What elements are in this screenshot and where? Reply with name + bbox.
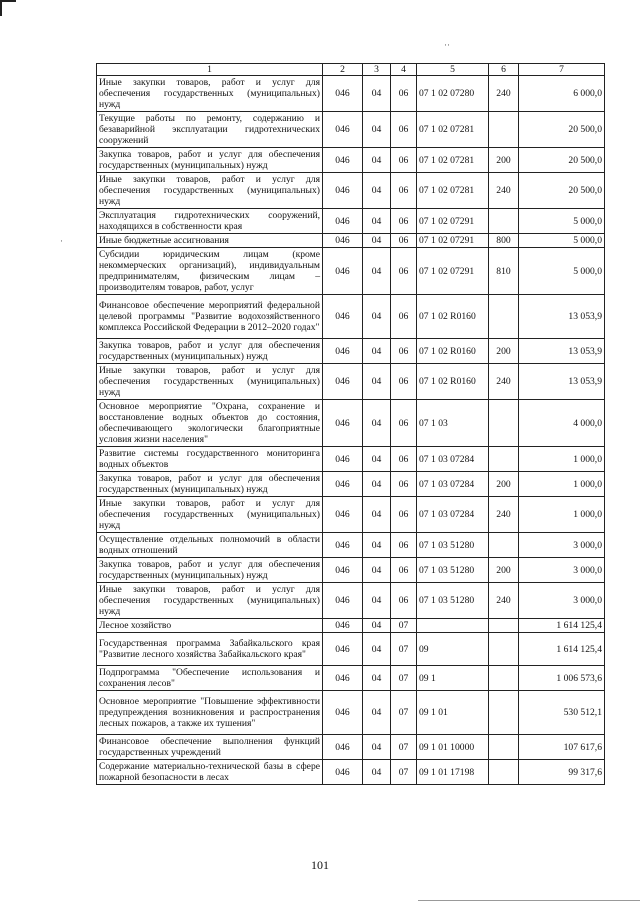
section-code-cell: 04 <box>363 558 391 583</box>
target-article-cell: 07 1 03 07284 <box>417 472 489 497</box>
target-article-cell: 07 1 02 R0160 <box>417 339 489 364</box>
row-name-cell: Иные закупки товаров, работ и услуг для обеспечения государственных (муниципальных) нужд <box>97 497 323 533</box>
expense-type-cell: 240 <box>489 583 519 619</box>
column-header: 6 <box>489 64 519 76</box>
subsection-code-cell: 06 <box>391 533 417 558</box>
section-code-cell: 04 <box>363 173 391 209</box>
amount-cell: 13 053,9 <box>519 339 605 364</box>
expense-type-cell: 240 <box>489 497 519 533</box>
row-name-cell: Иные закупки товаров, работ и услуг для обеспечения государственных (муниципальных) нужд <box>97 76 323 112</box>
subsection-code-cell: 07 <box>391 691 417 735</box>
amount-cell: 530 512,1 <box>519 691 605 735</box>
section-code-cell: 04 <box>363 400 391 447</box>
section-code-cell: 04 <box>363 76 391 112</box>
target-article-cell: 07 1 02 07281 <box>417 148 489 173</box>
amount-cell: 107 617,6 <box>519 735 605 760</box>
section-code-cell: 04 <box>363 295 391 339</box>
row-name-cell: Основное мероприятие "Охрана, сохранение и восстановление водных объектов до состояния, обеспечивающего экологически благоприятные условия жизни населения" <box>97 400 323 447</box>
subsection-code-cell: 06 <box>391 148 417 173</box>
row-name-cell: Финансовое обеспечение выполнения функций государственных учреждений <box>97 735 323 760</box>
amount-cell: 1 614 125,4 <box>519 619 605 633</box>
amount-cell: 5 000,0 <box>519 209 605 234</box>
section-code-cell: 04 <box>363 339 391 364</box>
subsection-code-cell: 07 <box>391 666 417 691</box>
target-article-cell: 09 1 01 <box>417 691 489 735</box>
ministry-code-cell: 046 <box>323 148 363 173</box>
table-row <box>97 400 605 447</box>
ministry-code-cell: 046 <box>323 583 363 619</box>
section-code-cell: 04 <box>363 234 391 248</box>
target-article-cell: 07 1 03 51280 <box>417 583 489 619</box>
section-code-cell: 04 <box>363 633 391 666</box>
row-name-cell: Осуществление отдельных полномочий в области водных отношений <box>97 533 323 558</box>
amount-cell: 3 000,0 <box>519 583 605 619</box>
scan-speck: · <box>60 236 63 246</box>
subsection-code-cell: 06 <box>391 339 417 364</box>
row-name-cell: Лесное хозяйство <box>97 619 323 633</box>
row-name-cell: Закупка товаров, работ и услуг для обеспечения государственных (муниципальных) нужд <box>97 472 323 497</box>
target-article-cell: 07 1 03 07284 <box>417 447 489 472</box>
column-header: 2 <box>323 64 363 76</box>
subsection-code-cell: 06 <box>391 447 417 472</box>
section-code-cell: 04 <box>363 447 391 472</box>
table-row <box>97 666 605 691</box>
row-name-cell: Закупка товаров, работ и услуг для обеспечения государственных (муниципальных) нужд <box>97 558 323 583</box>
ministry-code-cell: 046 <box>323 472 363 497</box>
column-header: 3 <box>363 64 391 76</box>
subsection-code-cell: 06 <box>391 295 417 339</box>
page-number: 101 <box>311 858 329 872</box>
amount-cell: 20 500,0 <box>519 112 605 148</box>
target-article-cell: 07 1 03 51280 <box>417 558 489 583</box>
section-code-cell: 04 <box>363 209 391 234</box>
expense-type-cell: 240 <box>489 173 519 209</box>
ministry-code-cell: 046 <box>323 173 363 209</box>
target-article-cell: 07 1 03 51280 <box>417 533 489 558</box>
target-article-cell: 07 1 02 07280 <box>417 76 489 112</box>
expense-type-cell <box>489 666 519 691</box>
amount-cell: 1 006 573,6 <box>519 666 605 691</box>
table-row <box>97 248 605 295</box>
table-row <box>97 148 605 173</box>
amount-cell: 1 614 125,4 <box>519 633 605 666</box>
row-name-cell: Эксплуатация гидротехнических сооружений, находящихся в собственности края <box>97 209 323 234</box>
subsection-code-cell: 07 <box>391 619 417 633</box>
section-code-cell: 04 <box>363 760 391 785</box>
row-name-cell: Основное мероприятие "Повышение эффективности предупреждения возникновения и распространения лесных пожаров, а также их тушения" <box>97 691 323 735</box>
ministry-code-cell: 046 <box>323 295 363 339</box>
subsection-code-cell: 06 <box>391 248 417 295</box>
scan-corner-mark <box>0 0 16 16</box>
table-row <box>97 472 605 497</box>
table-row <box>97 339 605 364</box>
table-row <box>97 173 605 209</box>
subsection-code-cell: 06 <box>391 400 417 447</box>
table-row <box>97 735 605 760</box>
row-name-cell: Подпрограмма "Обеспечение использования и сохранения лесов" <box>97 666 323 691</box>
subsection-code-cell: 07 <box>391 735 417 760</box>
ministry-code-cell: 046 <box>323 735 363 760</box>
subsection-code-cell: 06 <box>391 76 417 112</box>
ministry-code-cell: 046 <box>323 558 363 583</box>
row-name-cell: Развитие системы государственного мониторинга водных объектов <box>97 447 323 472</box>
expense-type-cell: 810 <box>489 248 519 295</box>
target-article-cell: 07 1 02 07291 <box>417 234 489 248</box>
ministry-code-cell: 046 <box>323 619 363 633</box>
section-code-cell: 04 <box>363 533 391 558</box>
scan-bottom-line <box>418 900 640 901</box>
row-name-cell: Иные закупки товаров, работ и услуг для обеспечения государственных (муниципальных) нужд <box>97 173 323 209</box>
expense-type-cell: 240 <box>489 364 519 400</box>
target-article-cell: 07 1 03 <box>417 400 489 447</box>
table-row <box>97 295 605 339</box>
amount-cell: 3 000,0 <box>519 558 605 583</box>
table-row <box>97 497 605 533</box>
table-row <box>97 533 605 558</box>
row-name-cell: Иные закупки товаров, работ и услуг для обеспечения государственных (муниципальных) нужд <box>97 364 323 400</box>
table-row <box>97 558 605 583</box>
amount-cell: 1 000,0 <box>519 447 605 472</box>
expense-type-cell <box>489 760 519 785</box>
expense-type-cell <box>489 447 519 472</box>
ministry-code-cell: 046 <box>323 691 363 735</box>
row-name-cell: Содержание материально-технической базы в сфере пожарной безопасности в лесах <box>97 760 323 785</box>
row-name-cell: Текущие работы по ремонту, содержанию и безаварийной эксплуатации гидротехнических сооружений <box>97 112 323 148</box>
ministry-code-cell: 046 <box>323 76 363 112</box>
budget-table-body <box>97 76 605 785</box>
subsection-code-cell: 06 <box>391 583 417 619</box>
target-article-cell: 07 1 02 07291 <box>417 209 489 234</box>
subsection-code-cell: 06 <box>391 558 417 583</box>
section-code-cell: 04 <box>363 691 391 735</box>
amount-cell: 5 000,0 <box>519 234 605 248</box>
expense-type-cell <box>489 533 519 558</box>
amount-cell: 20 500,0 <box>519 148 605 173</box>
ministry-code-cell: 046 <box>323 364 363 400</box>
ministry-code-cell: 046 <box>323 112 363 148</box>
column-header: 5 <box>417 64 489 76</box>
column-header: 1 <box>97 64 323 76</box>
amount-cell: 13 053,9 <box>519 364 605 400</box>
amount-cell: 99 317,6 <box>519 760 605 785</box>
expense-type-cell: 200 <box>489 339 519 364</box>
target-article-cell: 09 <box>417 633 489 666</box>
section-code-cell: 04 <box>363 148 391 173</box>
column-header: 4 <box>391 64 417 76</box>
ministry-code-cell: 046 <box>323 209 363 234</box>
subsection-code-cell: 07 <box>391 760 417 785</box>
expense-type-cell: 200 <box>489 472 519 497</box>
subsection-code-cell: 06 <box>391 112 417 148</box>
section-code-cell: 04 <box>363 248 391 295</box>
section-code-cell: 04 <box>363 619 391 633</box>
target-article-cell: 07 1 02 07291 <box>417 248 489 295</box>
expense-type-cell <box>489 400 519 447</box>
target-article-cell: 07 1 02 07281 <box>417 112 489 148</box>
expense-type-cell: 800 <box>489 234 519 248</box>
target-article-cell <box>417 619 489 633</box>
table-row <box>97 633 605 666</box>
row-name-cell: Субсидии юридическим лицам (кроме некоммерческих организаций), индивидуальным предпринимателям, физическим лицам – производителям товаров, работ, услуг <box>97 248 323 295</box>
row-name-cell: Закупка товаров, работ и услуг для обеспечения государственных (муниципальных) нужд <box>97 148 323 173</box>
table-row <box>97 364 605 400</box>
amount-cell: 6 000,0 <box>519 76 605 112</box>
amount-cell: 13 053,9 <box>519 295 605 339</box>
ministry-code-cell: 046 <box>323 400 363 447</box>
expense-type-cell: 240 <box>489 76 519 112</box>
table-row <box>97 112 605 148</box>
subsection-code-cell: 06 <box>391 173 417 209</box>
section-code-cell: 04 <box>363 735 391 760</box>
column-header-row <box>97 64 605 76</box>
expense-type-cell: 200 <box>489 148 519 173</box>
table-row <box>97 691 605 735</box>
expense-type-cell <box>489 691 519 735</box>
target-article-cell: 07 1 02 07281 <box>417 173 489 209</box>
row-name-cell: Иные бюджетные ассигнования <box>97 234 323 248</box>
subsection-code-cell: 06 <box>391 497 417 533</box>
ministry-code-cell: 046 <box>323 533 363 558</box>
section-code-cell: 04 <box>363 583 391 619</box>
table-row <box>97 760 605 785</box>
amount-cell: 5 000,0 <box>519 248 605 295</box>
ministry-code-cell: 046 <box>323 760 363 785</box>
table-row <box>97 209 605 234</box>
table-row <box>97 619 605 633</box>
ministry-code-cell: 046 <box>323 248 363 295</box>
section-code-cell: 04 <box>363 472 391 497</box>
budget-table <box>96 63 605 785</box>
table-row <box>97 583 605 619</box>
section-code-cell: 04 <box>363 497 391 533</box>
ministry-code-cell: 046 <box>323 497 363 533</box>
ministry-code-cell: 046 <box>323 666 363 691</box>
subsection-code-cell: 06 <box>391 364 417 400</box>
subsection-code-cell: 06 <box>391 234 417 248</box>
table-row <box>97 447 605 472</box>
subsection-code-cell: 07 <box>391 633 417 666</box>
table-row <box>97 234 605 248</box>
section-code-cell: 04 <box>363 666 391 691</box>
target-article-cell: 09 1 01 10000 <box>417 735 489 760</box>
section-code-cell: 04 <box>363 112 391 148</box>
expense-type-cell <box>489 295 519 339</box>
expense-type-cell <box>489 209 519 234</box>
expense-type-cell <box>489 619 519 633</box>
target-article-cell: 09 1 <box>417 666 489 691</box>
row-name-cell: Иные закупки товаров, работ и услуг для обеспечения государственных (муниципальных) нужд <box>97 583 323 619</box>
amount-cell: 3 000,0 <box>519 533 605 558</box>
amount-cell: 4 000,0 <box>519 400 605 447</box>
target-article-cell: 07 1 02 R0160 <box>417 364 489 400</box>
row-name-cell: Закупка товаров, работ и услуг для обеспечения государственных (муниципальных) нужд <box>97 339 323 364</box>
expense-type-cell <box>489 735 519 760</box>
ministry-code-cell: 046 <box>323 339 363 364</box>
ministry-code-cell: 046 <box>323 447 363 472</box>
amount-cell: 1 000,0 <box>519 497 605 533</box>
amount-cell: 1 000,0 <box>519 472 605 497</box>
target-article-cell: 07 1 03 07284 <box>417 497 489 533</box>
subsection-code-cell: 06 <box>391 472 417 497</box>
table-row <box>97 76 605 112</box>
expense-type-cell: 200 <box>489 558 519 583</box>
ministry-code-cell: 046 <box>323 633 363 666</box>
expense-type-cell <box>489 112 519 148</box>
column-header: 7 <box>519 64 605 76</box>
section-code-cell: 04 <box>363 364 391 400</box>
row-name-cell: Финансовое обеспечение мероприятий федеральной целевой программы "Развитие водохозяйственного комплекса Российской Федерации в 2012–2020 годах" <box>97 295 323 339</box>
target-article-cell: 07 1 02 R0160 <box>417 295 489 339</box>
subsection-code-cell: 06 <box>391 209 417 234</box>
scan-speck: ·· <box>444 40 450 50</box>
row-name-cell: Государственная программа Забайкальского края "Развитие лесного хозяйства Забайкальского края" <box>97 633 323 666</box>
ministry-code-cell: 046 <box>323 234 363 248</box>
target-article-cell: 09 1 01 17198 <box>417 760 489 785</box>
amount-cell: 20 500,0 <box>519 173 605 209</box>
expense-type-cell <box>489 633 519 666</box>
